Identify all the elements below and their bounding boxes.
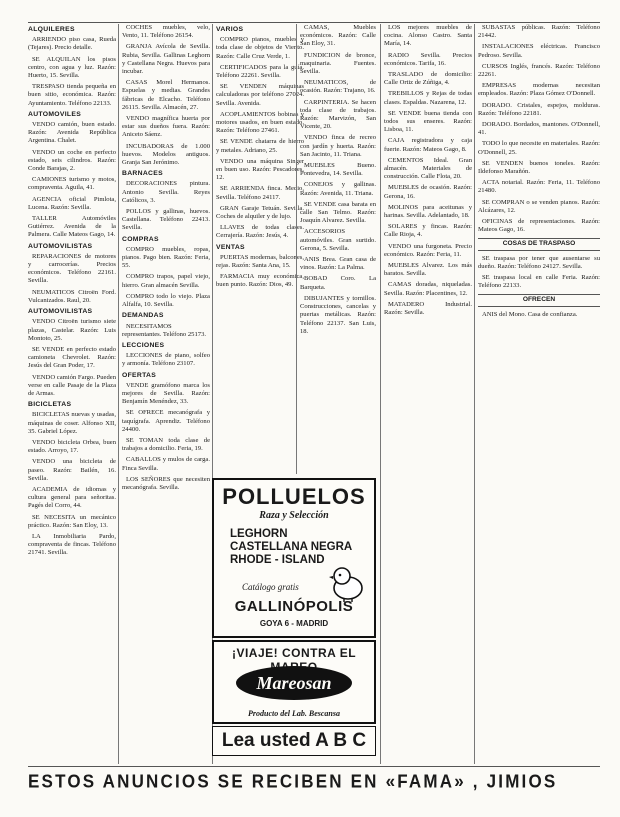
classified-ad: SE ALQUILAN los pisos centro, con agua y luz. Razón: Huerto, 15. Sevilla. — [28, 55, 116, 80]
classified-ad: MOLINOS para aceitunas y harinas. Sevilla. Adelantado, 18. — [384, 203, 472, 220]
classified-ad: COMPRO trapos, papel viejo, hierro. Gran almacén Sevilla. — [122, 273, 210, 289]
abc-advertisement: Lea usted A B C — [212, 726, 376, 756]
classified-ad: ACTA notarial. Razón: Feria, 11. Teléfono 21480. — [478, 179, 600, 195]
classified-ad: DECORACIONES pintura. Antonio Sevilla. Reyes Católicos, 3. — [122, 180, 210, 204]
section-heading: LECCIONES — [122, 341, 165, 349]
classified-ad: MUEBLES Bueno. Pontevedra, 14. Sevilla. — [300, 162, 376, 178]
section-heading: OFERTAS — [122, 371, 157, 379]
classified-ad: TRASLADO de domicilio: Calle Ortiz de Zúñiga, 4. — [384, 71, 472, 87]
classified-ad: TREBILLOS y Rejas de todas clases. Espaldas. Nazarena, 12. — [384, 90, 472, 106]
classified-ad: GRAN Garaje Tetuán. Sevilla. Coches de alquiler y de lujo. — [216, 204, 304, 221]
column-camas — [300, 24, 376, 472]
classified-ad: SE ARRIENDA finca. Medio, Sevilla. Teléfono 24117. — [216, 185, 304, 201]
mareosan-logo-text: Mareosan — [256, 673, 332, 693]
chick-illustration — [328, 564, 366, 602]
section-heading: AUTOMOVILISTAS — [28, 308, 93, 316]
classified-ad: SE OFRECE mecanógrafa y taquígrafa. Aprendiz. Teléfono 24400. — [122, 409, 210, 433]
classified-ad: SE traspasa por tener que ausentarse su dueño. Razón: Teléfono 24127. Sevilla. — [478, 254, 600, 270]
classified-ad: VENDO Citroën turismo siete plazas, Castelar. Razón: Luis Montoto, 25. — [28, 318, 116, 342]
section-heading: DEMANDAS — [122, 312, 164, 320]
breed-list — [230, 528, 352, 567]
classified-ad: OFICINAS de representaciones. Razón: Mateos Gago, 16. — [478, 218, 600, 234]
classified-ad: COMPRO todo lo viejo. Plaza Alfalfa, 10. Sevilla. — [122, 292, 210, 309]
classified-ad: TODO lo que necesite en materiales. Razón: O'Donnell, 25. — [478, 140, 600, 156]
footer-banner: ESTOS ANUNCIOS SE RECIBEN EN «FAMA» , JIMIOS — [28, 771, 558, 792]
breed-leghorn: LEGHORN — [230, 528, 288, 540]
classified-ad: SE VENDE casa barata en calle San Telmo. Razón: Joaquín Alvarez. Sevilla. — [300, 200, 376, 225]
classified-ad: SOLARES y fincas. Razón: Calle Rioja, 4. — [384, 223, 472, 239]
mareo-product-line: Producto del Lab. Bescansa — [248, 709, 340, 718]
classified-ad: VENDO finca de recreo con jardín y huerta. Razón: San Jacinto, 11. Triana. — [300, 134, 376, 158]
classified-ad: CAMIONES turismo y motos, compraventa. Aguila, 41. — [28, 176, 116, 192]
section-heading: VENTAS — [216, 243, 245, 251]
section-banner: OFRECEN — [478, 294, 600, 306]
breed-rhode-island: RHODE - ISLAND — [230, 554, 325, 566]
classified-ad: CARPINTERIA. Se hacen toda clase de trabajos. Razón: Marvizón, San Vicente, 20. — [300, 98, 376, 131]
classified-ad: SE TOMAN toda clase de trabajos a domicilio. Feria, 19. — [122, 436, 210, 453]
classified-ad: SE VENDE chatarra de hierro y metales. Adriano, 25. — [216, 138, 304, 154]
classified-ad: ARRIENDO piso casa, Rueda (Tejares). Precio detalle. — [28, 36, 116, 52]
gallinopolis-address: GOYA 6 - MADRID — [259, 619, 329, 628]
classified-ad: LA Inmobiliaria Pardo, compraventa de fincas. Teléfono 21741. Sevilla. — [28, 532, 116, 557]
classified-ad: VENDO una máquina Singer en buen uso. Razón: Pescadores, 12. — [216, 157, 304, 182]
classified-ad: INSTALACIONES eléctricas. Francisco Pedroso. Sevilla. — [478, 43, 600, 59]
classified-ad: SUBASTAS públicas. Razón: Teléfono 21442. — [478, 24, 600, 40]
classified-ad: CONEJOS y gallinas. Razón: Avenida, 11. Triana. — [300, 181, 376, 197]
column-divider — [380, 24, 381, 764]
classified-ad: COMPRO pianos, muebles y toda clase de objetos de Viento. Razón: Calle Cruz Verde, 1. — [216, 36, 304, 60]
classified-ad: SE VENDE en perfecto estado camioneta Chevrolet. Razón: Jesús del Gran Poder, 17. — [28, 345, 116, 370]
mareosan-advertisement — [212, 640, 376, 724]
column-muebles — [384, 24, 472, 764]
classified-ad: ANIS del Mono. Casa de confianza. — [482, 310, 578, 318]
classified-ad: RADIO Sevilla. Precios económicos. Tarifa, 16. — [384, 51, 472, 67]
classified-ad: CURSOS Inglés, francés. Razón: Teléfono 22261. — [478, 62, 600, 79]
polluelos-subtitle: Raza y Selección — [259, 510, 329, 521]
classified-ad: NEUMATICOS, de ocasión. Razón: Trajano, 16. — [300, 79, 376, 95]
classified-ad: PUERTAS modernas, balcones, rejas. Razón: Santa Ana, 15. — [216, 253, 304, 270]
classified-ad: NECESITAMOS representantes. Teléfono 25173. — [122, 322, 207, 338]
classified-ad: POLLOS y gallinas, huevos. Castellana. Teléfono 22413. Sevilla. — [122, 208, 210, 232]
classified-ad: CAJA registradora y caja fuerte. Razón: Mateos Gago, 8. — [384, 137, 472, 153]
breed-castellana: CASTELLANA NEGRA — [230, 541, 353, 553]
polluelos-title: POLLUELOS — [222, 484, 366, 509]
classified-ad: ANIS Brea. Gran casa de vinos. Razón: La Palma. — [300, 256, 376, 272]
classified-ad: CERTIFICADOS para la guía. Teléfono 22261. Sevilla. — [216, 63, 304, 80]
gallinopolis-brand: GALLINÓPOLIS — [234, 598, 354, 615]
classified-ad: VENDO magnífica huerta por estar sus dueños fuera. Razón: Aniceto Sáenz. — [122, 115, 210, 139]
classified-ad: LOS SEÑORES que necesiten mecanógrafa. Sevilla. — [122, 475, 210, 491]
classified-ad: LLAVES de todas clases. Cerrajería. Razón: Jesús, 4. — [216, 224, 304, 240]
classified-ad: SE NECESITA un mecánico práctico. Razón: San Eloy, 13. — [28, 513, 116, 529]
classified-ad: MUEBLES Alvarez. Los más baratos. Sevilla. — [384, 262, 472, 278]
column-divider — [118, 24, 119, 764]
mareosan-logo — [236, 666, 352, 700]
top-rule — [28, 22, 600, 23]
bottom-rule — [28, 766, 600, 767]
section-heading: AUTOMOVILISTAS — [28, 242, 93, 250]
classified-ad: MATADERO Industrial. Razón: Sevilla. — [384, 300, 472, 317]
section-banner: COSAS DE TRASPASO — [478, 238, 600, 250]
classified-ad: NEUMATICOS Citroën Ford. Vulcanizados. Raul, 20. — [28, 288, 116, 304]
section-heading: AUTOMOVILES — [28, 110, 82, 118]
classified-ad: VENDO un coche en perfecto estado, seis cilindros. Razón: Conde Barajas, 2. — [28, 148, 116, 173]
classified-ad: VENDO una furgoneta. Precio económico. Razón: Feria, 11. — [384, 242, 472, 258]
classified-ad: FARMACIA muy económica, buen punto. Razón: Dios, 49. — [216, 273, 304, 289]
section-heading: ALQUILERES — [28, 26, 75, 33]
classified-ad: DORADO. Bordados, mantones. O'Donnell, 41. — [478, 121, 600, 137]
classified-ad: SE COMPRAN o se venden pianos. Razón: Alcázares, 12. — [478, 198, 600, 214]
classified-ad: INCUBADORAS de 1.000 huevos. Modelos antiguos. Granja San Jerónimo. — [122, 142, 210, 167]
classified-ad: GRANJA Avícola de Sevilla. Rubia, Sevilla. Gallinas Leghorn y Castellana Negra. Huevos para incubar. — [122, 43, 210, 76]
classified-ad: CAMAS, Muebles económicos. Razón: Calle San Eloy, 31. — [300, 24, 376, 48]
classified-ad: LECCIONES de piano, solfeo y armonía. Teléfono 23107. — [122, 352, 210, 368]
section-heading: VARIOS — [216, 26, 244, 33]
classified-ad: VENDO camión Fargo. Pueden verse en calle Pasaje de la Plaza de Armas. — [28, 373, 116, 397]
classified-ad: COMPRO muebles, ropas, pianos. Pago bien. Razón: Feria, 55. — [122, 245, 210, 270]
classified-ad: ACCESORIOS automóviles. Gran surtido. Gerona, 5. Sevilla. — [300, 228, 376, 252]
classified-ad: FUNDICION de bronce, maquinaria. Fuentes. Sevilla. — [300, 51, 376, 76]
section-heading: COMPRAS — [122, 235, 159, 243]
catalog-offer: Catálogo gratis — [242, 582, 299, 592]
classified-ad: SE VENDEN máquinas calculadoras por teléfono 27024. Sevilla. Avenida. — [216, 83, 304, 107]
classified-ad: DIBUJANTES y tornillos. Construcciones, cancelas y puertas metálicas. Razón: Teléfono 22137. San Luis, 18. — [300, 294, 376, 335]
classified-ad: CABALLOS y mulos de carga. Finca Sevilla. — [122, 456, 210, 472]
classified-ad: VENDO una bicicleta de paseo. Razón: Bailén, 16. Sevilla. — [28, 458, 116, 482]
section-heading: BARNACES — [122, 170, 163, 178]
classified-ad: AGENCIA oficial Pimlota, Lucena. Razón: Sevilla. — [28, 195, 116, 211]
column-subastas — [478, 24, 600, 764]
classified-ad: VENDO bicicleta Orbea, buen estado. Arroyo, 17. — [28, 438, 116, 455]
classified-ad: ACADEMIA de idiomas y cultura general para señoritas. Pagés del Corro, 44. — [28, 485, 116, 510]
classified-ad: VENDO camión, buen estado. Razón: Avenida República Argentina. Chalet. — [28, 121, 116, 145]
classified-ad: SE VENDE buena tienda con todos sus enseres. Razón: Lisboa, 11. — [384, 109, 472, 134]
classified-ad: EMPRESAS modernas necesitan empleados. Razón: Plaza Gómez O'Donnell. — [478, 82, 600, 98]
classified-ad: BOBAD Coro. La Barqueta. — [300, 275, 376, 291]
column-varios — [216, 24, 304, 472]
column-divider — [474, 24, 475, 764]
classified-ad: ACOPLAMIENTOS bobinas y motores usados, en buen estado. Razón: Teléfono 27461. — [216, 110, 304, 135]
classified-ad: BICICLETAS nuevas y usadas, máquinas de coser. Alfonso XII, 35. Gabriel López. — [28, 411, 116, 435]
classified-ad: SE traspasa local en calle Feria. Razón: Teléfono 22133. — [478, 274, 600, 290]
classified-ad: DORADO. Cristales, espejos, molduras. Razón: Teléfono 22181. — [478, 101, 600, 117]
column-divider — [296, 24, 297, 474]
classified-ad: CASAS Morel Hermanos. Espuelas y medias. Grandes fábricas de Elcacho. Teléfono 26115. Sevilla. Almacén, 27. — [122, 79, 210, 111]
mareo-slogan: ¡VIAJE! CONTRA EL — [231, 646, 357, 660]
classified-ad: CAMAS doradas, niqueladas. Sevilla. Razón: Placentines, 12. — [384, 281, 472, 297]
column-granjas — [122, 24, 210, 764]
classified-ad: TRESPASO tienda pequeña en buen sitio, económica. Razón: Ayuntamiento. Teléfono 22133. — [28, 83, 116, 107]
classified-ad: VENDE gramófono marca los mejores de Sevilla. Razón: Benjamín Menéndez, 33. — [122, 381, 210, 406]
classified-ad: COCHES muebles, velo, Vento, 11. Teléfono 26154. — [122, 24, 210, 40]
classified-ad: MUEBLES de ocasión. Razón: Gerona, 16. — [384, 184, 472, 200]
classified-ad: LOS mejores muebles de cocina. Alonso Castro. Santa María, 14. — [384, 24, 472, 48]
classified-ad: SE VENDEN buenos toneles. Razón: Ildefonso Marañón. — [478, 159, 600, 176]
column-alquileres — [28, 24, 116, 764]
classified-ad: TALLER Automóviles Gutiérrez. Avenida de la Palmera. Calle Mateos Gago, 14. — [28, 215, 116, 239]
section-heading: BICICLETAS — [28, 401, 72, 409]
classified-ad: REPARACIONES de motores y carrocerías. Precios económicos. Teléfono 22161. Sevilla. — [28, 252, 116, 285]
polluelos-advertisement — [212, 478, 376, 638]
classified-ad: CEMENTOS Ideal. Gran almacén. Materiales de construcción. Calle Flota, 20. — [384, 156, 472, 181]
